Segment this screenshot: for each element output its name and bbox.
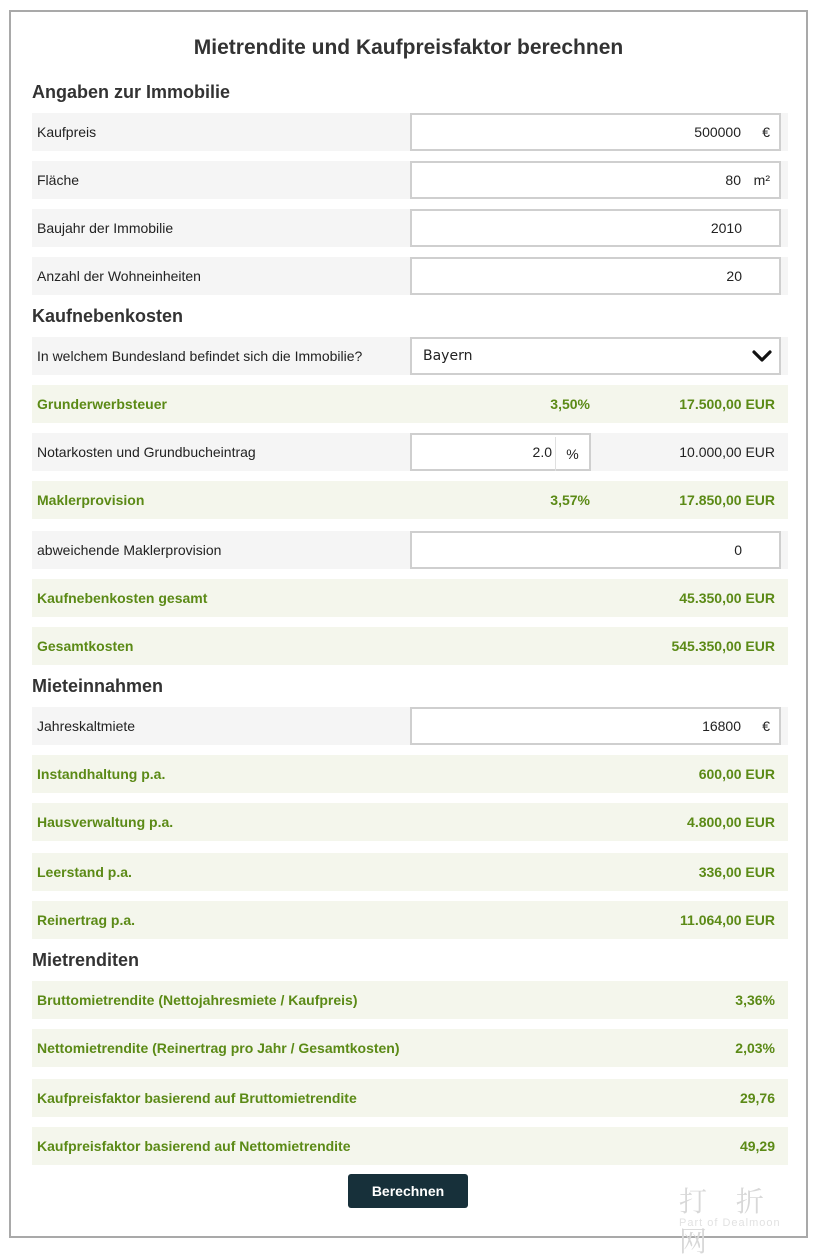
- euro-unit: €: [762, 124, 770, 140]
- row-federal-state: [32, 337, 788, 375]
- build-year-label: Baujahr der Immobilie: [37, 220, 174, 236]
- alt-broker-value: 0: [734, 542, 742, 558]
- net-yield-label: Nettomietrendite (Reinertrag pro Jahr / Gesamtkosten): [37, 1040, 400, 1056]
- square-meter-unit: m²: [753, 172, 770, 188]
- build-year-value: 2010: [710, 220, 742, 236]
- row-factor-net: [32, 1127, 788, 1165]
- transfer-tax-label: Grunderwerbsteuer: [37, 396, 167, 412]
- alt-broker-label: abweichende Maklerprovision: [37, 542, 222, 558]
- row-factor-gross: [32, 1079, 788, 1117]
- notary-label: Notarkosten und Grundbucheintrag: [37, 444, 256, 460]
- total-ancillary-label: Kaufnebenkosten gesamt: [37, 590, 208, 606]
- watermark-logo: 打 折 网: [679, 1185, 774, 1258]
- row-notary-costs: [32, 433, 788, 471]
- federal-state-select[interactable]: [410, 337, 781, 375]
- notary-percent-input[interactable]: [410, 433, 591, 471]
- row-vacancy: [32, 853, 788, 891]
- euro-unit: €: [762, 718, 770, 734]
- factor-gross-value: 29,76: [739, 1090, 775, 1106]
- transfer-tax-amount: 17.500,00 EUR: [679, 396, 775, 412]
- grand-total-amount: 545.350,00 EUR: [671, 638, 775, 654]
- federal-state-label: In welchem Bundesland befindet sich die Immobilie?: [37, 348, 363, 364]
- calculator-panel: [9, 10, 808, 1258]
- housing-units-label: Anzahl der Wohneinheiten: [37, 268, 201, 284]
- annual-rent-value: 16800: [702, 718, 741, 734]
- percent-unit: %: [555, 437, 589, 471]
- gross-yield-label: Bruttomietrendite (Nettojahresmiete / Kaufpreis): [37, 992, 358, 1008]
- row-broker-commission: [32, 481, 788, 519]
- vacancy-amount: 336,00 EUR: [698, 864, 775, 880]
- area-value: 80: [725, 172, 741, 188]
- watermark-subtitle: Part of Dealmoon: [679, 1217, 781, 1229]
- row-grand-total: [32, 627, 788, 665]
- annual-rent-label: Jahreskaltmiete: [37, 718, 136, 734]
- row-area: [32, 161, 788, 199]
- area-input[interactable]: [410, 161, 781, 199]
- broker-amount: 17.850,00 EUR: [679, 492, 775, 508]
- row-property-management: [32, 803, 788, 841]
- row-maintenance: [32, 755, 788, 793]
- maintenance-amount: 600,00 EUR: [698, 766, 775, 782]
- alt-broker-input[interactable]: [410, 531, 781, 569]
- factor-gross-label: Kaufpreisfaktor basierend auf Bruttomietrendite: [37, 1090, 357, 1106]
- broker-label: Maklerprovision: [37, 492, 145, 508]
- section-property-heading: Angaben zur Immobilie: [32, 82, 231, 102]
- housing-units-value: 20: [726, 268, 742, 284]
- row-annual-rent: [32, 707, 788, 745]
- net-income-amount: 11.064,00 EUR: [680, 912, 775, 928]
- row-housing-units: [32, 257, 788, 295]
- annual-rent-input[interactable]: [410, 707, 781, 745]
- notary-amount: 10.000,00 EUR: [679, 444, 775, 460]
- page-title: Mietrendite und Kaufpreisfaktor berechnen: [193, 36, 624, 59]
- build-year-input[interactable]: [410, 209, 781, 247]
- section-costs-heading: Kaufnebenkosten: [32, 306, 184, 326]
- management-label: Hausverwaltung p.a.: [37, 814, 174, 830]
- area-label: Fläche: [37, 172, 80, 188]
- grand-total-label: Gesamtkosten: [37, 638, 134, 654]
- purchase-price-input[interactable]: [410, 113, 781, 151]
- net-income-label: Reinertrag p.a.: [37, 912, 136, 928]
- row-net-income: [32, 901, 788, 939]
- total-ancillary-amount: 45.350,00 EUR: [679, 590, 775, 606]
- broker-percent: 3,57%: [550, 492, 590, 508]
- section-yields-heading: Mietrenditen: [32, 950, 140, 970]
- net-yield-value: 2,03%: [735, 1040, 775, 1056]
- row-net-yield: [32, 1029, 788, 1067]
- gross-yield-value: 3,36%: [735, 992, 775, 1008]
- vacancy-label: Leerstand p.a.: [37, 864, 132, 880]
- row-purchase-price: [32, 113, 788, 151]
- housing-units-input[interactable]: [410, 257, 781, 295]
- row-total-ancillary-costs: [32, 579, 788, 617]
- management-amount: 4.800,00 EUR: [687, 814, 775, 830]
- notary-percent-value: 2.0: [532, 444, 552, 460]
- row-property-transfer-tax: [32, 385, 788, 423]
- maintenance-label: Instandhaltung p.a.: [37, 766, 166, 782]
- transfer-tax-percent: 3,50%: [550, 396, 590, 412]
- section-rent-heading: Mieteinnahmen: [32, 676, 164, 696]
- federal-state-value: Bayern: [423, 348, 473, 364]
- factor-net-value: 49,29: [739, 1138, 775, 1154]
- row-alt-broker-commission: [32, 531, 788, 569]
- calculate-button[interactable]: Berechnen: [348, 1174, 468, 1208]
- row-gross-yield: [32, 981, 788, 1019]
- chevron-down-icon: [751, 348, 773, 364]
- purchase-price-label: Kaufpreis: [37, 124, 97, 140]
- row-build-year: [32, 209, 788, 247]
- purchase-price-value: 500000: [694, 124, 741, 140]
- factor-net-label: Kaufpreisfaktor basierend auf Nettomietrendite: [37, 1138, 351, 1154]
